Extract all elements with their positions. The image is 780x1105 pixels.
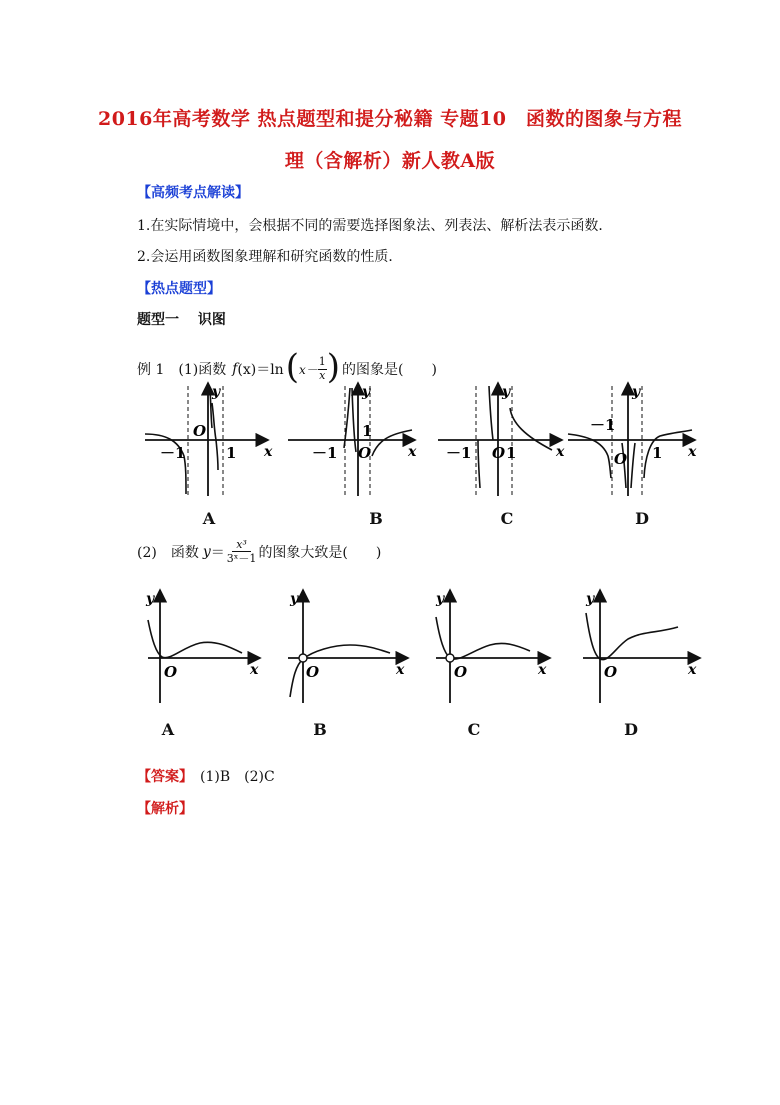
origin-label: O bbox=[306, 663, 320, 681]
document-title-line-1: 2016年高考数学 热点题型和提分秘籍 专题10 函数的图象与方程 bbox=[97, 108, 683, 130]
option-2d-label: D bbox=[624, 720, 638, 739]
analysis-line bbox=[137, 798, 193, 818]
y-axis-label: y bbox=[632, 384, 641, 400]
fraction-numerator: x³ bbox=[232, 538, 251, 552]
neg-one-label: －1 bbox=[446, 444, 472, 462]
option-1d-label: D bbox=[635, 509, 649, 528]
function-arg: (x)＝ln bbox=[237, 362, 284, 378]
graph-1b bbox=[288, 383, 417, 496]
option-1a-label: A bbox=[202, 509, 216, 528]
hollow-point bbox=[446, 654, 454, 662]
example-2-statement bbox=[137, 538, 381, 565]
graph-2d bbox=[583, 590, 700, 703]
graph-1d bbox=[568, 383, 697, 496]
example-1-graphs bbox=[140, 378, 700, 503]
y-axis-label: y bbox=[212, 384, 221, 400]
bracket-fraction: ( x－ $\frac{1}{x}$ ) bbox=[285, 347, 341, 387]
x-axis-label: x bbox=[556, 444, 565, 460]
hollow-point bbox=[299, 654, 307, 662]
y-axis-label: y bbox=[146, 591, 155, 607]
x-axis-label: x bbox=[250, 662, 259, 678]
answer-text: (1)B (2)C bbox=[186, 769, 275, 785]
example-2-prefix: (2) 函数 bbox=[137, 544, 199, 561]
origin-label: O bbox=[358, 444, 372, 462]
origin-label: O bbox=[193, 422, 207, 440]
point-2: 2.会运用函数图象理解和研究函数的性质． bbox=[137, 249, 403, 265]
fraction-denominator: 3ˣ－1 bbox=[226, 552, 257, 566]
x-axis-label: x bbox=[688, 444, 697, 460]
origin-label: O bbox=[604, 663, 618, 681]
y-axis-label: y bbox=[586, 591, 595, 607]
example-1-suffix: 的图象是( ) bbox=[342, 362, 437, 378]
one-label: 1 bbox=[506, 444, 517, 462]
neg-one-label: －1 bbox=[312, 444, 338, 462]
frac-numerator: 1 bbox=[318, 355, 326, 369]
section-frequent-points: 【高频考点解读】 bbox=[137, 185, 249, 201]
y-axis-label: y bbox=[436, 591, 445, 607]
answer-label: 【答案】 bbox=[137, 769, 186, 785]
frac-minus: x－ bbox=[298, 362, 318, 377]
example-2-fraction bbox=[227, 538, 257, 565]
origin-label: O bbox=[614, 450, 628, 468]
example-2-var: y bbox=[202, 543, 211, 560]
graph-1c bbox=[438, 383, 565, 496]
answer-line bbox=[137, 766, 275, 786]
one-label: 1 bbox=[362, 422, 373, 440]
option-2a-label: A bbox=[161, 720, 175, 739]
analysis-label: 【解析】 bbox=[137, 801, 193, 817]
section-hot-types: 【热点题型】 bbox=[137, 281, 221, 297]
graph-2b bbox=[288, 590, 408, 703]
origin-label: O bbox=[492, 444, 506, 462]
x-axis-label: x bbox=[396, 662, 405, 678]
x-axis-label: x bbox=[408, 444, 417, 460]
frac-denominator: x bbox=[319, 368, 326, 382]
graph-2c bbox=[435, 590, 550, 703]
origin-label: O bbox=[164, 663, 178, 681]
y-axis-label: y bbox=[502, 384, 511, 400]
point-1: 1.在实际情境中，会根据不同的需要选择图象法、列表法、解析法表示函数． bbox=[137, 218, 613, 234]
option-2c-label: C bbox=[467, 720, 481, 739]
y-axis-label: y bbox=[290, 591, 299, 607]
document-title-line-2: 理（含解析）新人教A版 bbox=[284, 150, 496, 172]
one-label: 1 bbox=[652, 444, 663, 462]
neg-one-label: －1 bbox=[590, 416, 616, 434]
example-2-graphs bbox=[138, 585, 708, 710]
type-one-heading: 题型一 识图 bbox=[137, 312, 226, 328]
one-label: 1 bbox=[226, 444, 237, 462]
x-axis-label: x bbox=[264, 444, 273, 460]
y-axis-label: y bbox=[362, 384, 371, 400]
example-1-prefix: 例 1 (1)函数 bbox=[137, 362, 227, 378]
example-2-eq: ＝ bbox=[210, 544, 225, 561]
option-1c-label: C bbox=[500, 509, 514, 528]
x-axis-label: x bbox=[688, 662, 697, 678]
option-2b-label: B bbox=[313, 720, 327, 739]
example-2-suffix: 的图象大致是( ) bbox=[258, 544, 382, 561]
graph-1a bbox=[145, 383, 273, 496]
function-name: f bbox=[232, 361, 238, 377]
option-1b-label: B bbox=[369, 509, 383, 528]
x-axis-label: x bbox=[538, 662, 547, 678]
graph-2a bbox=[145, 590, 260, 703]
origin-label: O bbox=[454, 663, 468, 681]
neg-one-label: －1 bbox=[160, 444, 186, 462]
